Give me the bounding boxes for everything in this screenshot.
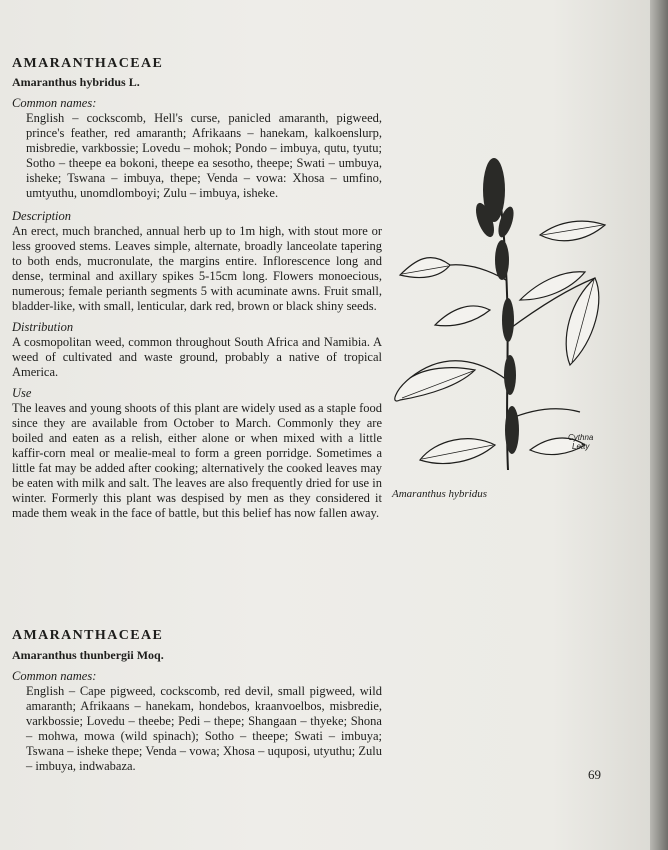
species-heading: Amaranthus hybridus L. xyxy=(12,75,140,89)
description-heading: Description xyxy=(12,209,72,223)
page-edge xyxy=(650,0,668,850)
illustrator-signature-2: Letty xyxy=(572,442,590,451)
entry-amaranthus-thunbergii xyxy=(12,628,382,774)
family-heading: AMARANTHACEAE xyxy=(12,56,164,71)
species-heading: Amaranthus thunbergii Moq. xyxy=(12,648,164,662)
illustration-caption: Amaranthus hybridus xyxy=(392,488,488,500)
entry-amaranthus-hybridus xyxy=(12,56,382,521)
common-names-text: English – cockscomb, Hell's curse, panicled amaranth, pigweed, prince's feather, red amaranth; Afrikaans – hanekam, kalkoenslurp, misbredie, varkbossie; Lovedu – mohok; Pondo – imbuya, qutu, tyutu; Sotho – theepe ea bokoni, theepe ea sesotho, theepe; Swati – umbuya, isheke; Tswana – imbuya, thepe; Venda – vowa: Xhosa – umfino, umtyuthu, unomdlomboyi; Zulu – imbuya, isheke. xyxy=(26,111,382,200)
description-text: An erect, much branched, annual herb up to 1m high, with stout more or less grooved stems. Leaves simple, alternate, broadly lanceolate tapering to both ends, mucronulate, the margins entire. Inflorescence long and dense, terminal and axillary spikes 5-15cm long. Flowers monoecious, numerous; female perianth segments 5 with acuminate awns. Fruit small, bladder-like, with small, lenticular, dark red, brown or black shiny seeds. xyxy=(12,224,382,313)
distribution-heading: Distribution xyxy=(12,320,74,334)
use-text: The leaves and young shoots of this plant are widely used as a staple food since they are available from October to March. Commonly they are boiled and eaten as a relish, either alone or when mixed with a little kaffir-corn meal or mealie-meal to form a green porridge. Sometimes a little fat may be added after cooking; alternatively the cooked leaves may be eaten with milk and salt. The leaves are also frequently dried for use in winter. Formerly this plant was despised by men as they considered it made them weak in the face of battle, but this belief has now fallen away. xyxy=(12,401,382,520)
common-names-heading: Common names: xyxy=(12,669,97,683)
page-number: 69 xyxy=(588,767,601,782)
amaranthus-illustration xyxy=(390,150,630,490)
common-names-heading: Common names: xyxy=(12,96,97,110)
use-heading: Use xyxy=(12,386,32,400)
distribution-text: A cosmopolitan weed, common throughout South Africa and Namibia. A weed of cultivated and waste ground, probably a native of tropical America. xyxy=(12,335,382,379)
common-names-text: English – Cape pigweed, cockscomb, red devil, small pigweed, wild amaranth; Afrikaans – hanekam, hondebos, kraanvoelbos, misbredie, varkbossie; Lovedu – theebe; Pedi – thepe; Shangaan – thyeke; Shona – mohwa, mowa (wild spinach); Sotho – theepe; Swati – imbuya; Tswana – isheke thepe; Venda – vowa; Xhosa – uquposi, utyuthu; Zulu – imbuya, indwabaza. xyxy=(26,684,382,773)
family-heading: AMARANTHACEAE xyxy=(12,628,164,643)
illustrator-signature-1: Cythna xyxy=(568,433,594,442)
